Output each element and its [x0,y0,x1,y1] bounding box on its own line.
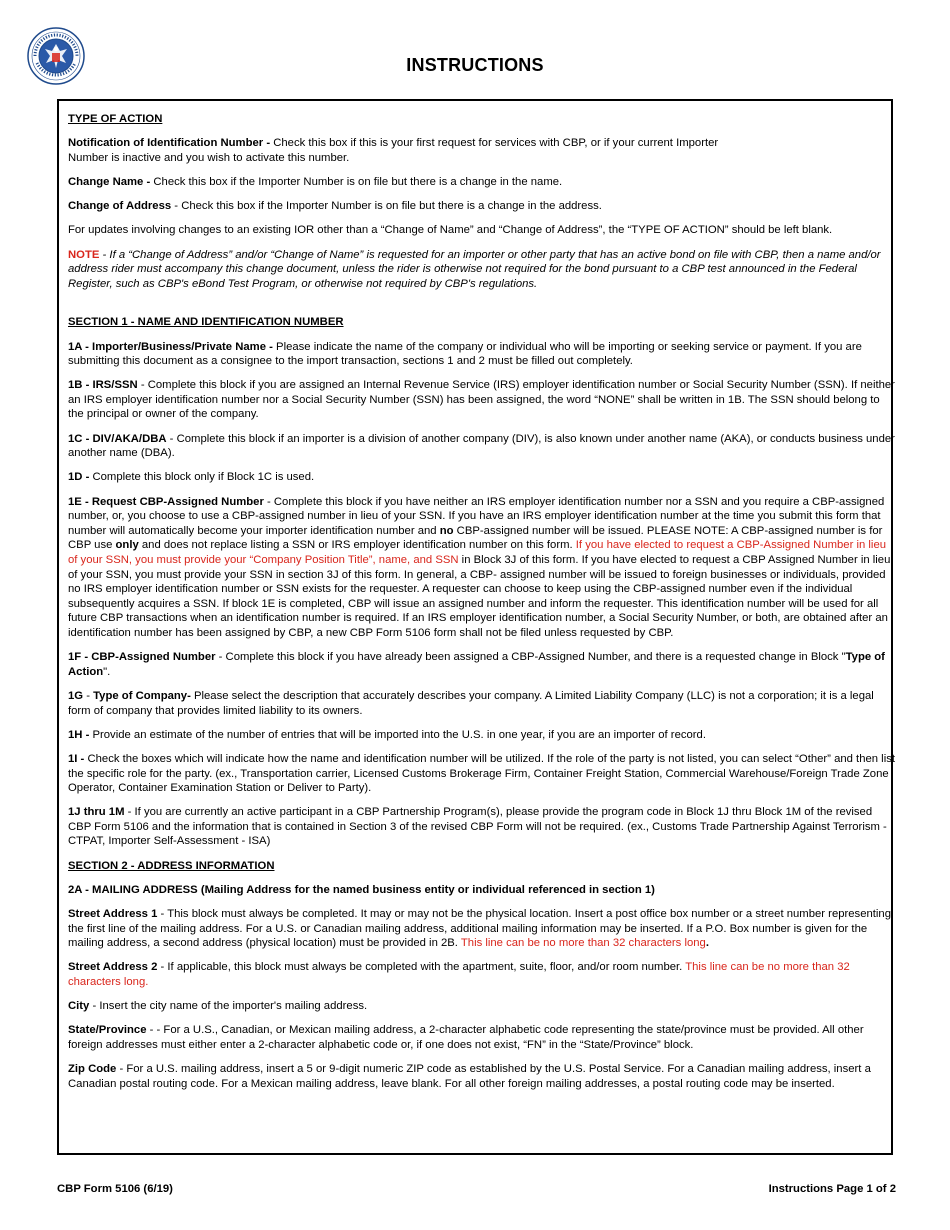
block-1a-text: Please indicate the name of the company or individual who will be importing or seeking service or payment. If you are submitting this document as a consignee to the import transaction, sections 1 and 2 must be filled out completely. [68,340,862,368]
block-1c-text: - Complete this block if an importer is a division of another company (DIV), is also known under another name (AKA), or conducts business under another name (DBA). [68,432,895,460]
street-address-1-red-text: This line can be no more than 32 characters long [460,937,706,950]
block-1e [68,495,898,641]
block-1e-red-text: If you have elected to request a CBP-Assigned Number in lieu of your SSN, you must provide your “Company Position Title”, name, and SSN [68,539,887,566]
block-1d-text: Complete this block only if Block 1C is used. [89,471,315,484]
block-1h-label: 1H - [68,728,90,741]
block-1g-label-2: Type of Company- [93,689,191,702]
block-1e-text-3: and does not replace listing a SSN or IRS employer identification number on this form. [138,539,576,552]
block-1a-label: 1A - Importer/Business/Private Name - [68,340,273,353]
note-text: - If a “Change of Address” and/or “Change of Name” is requested for an importer or other party that has an active bond on file with CBP, then a name and/or address rider must accompany this change document, unless the rider is otherwise not required for the bond pursuant to a CBP test announced in the Federal Register, such as CBP's eBond Test Program, or otherwise not required by CBP's regulations. [68,248,881,290]
street-address-1-text: - This block must always be completed. It may or may not be the physical location. Insert a post office box number or a street number representing the first line of the mailing address. For a U.S. or Canadian mailing address, additional mailing information may be inserted. If a P.O. Box number is given for the mailing address, a second address (physical location) must be provided in 2B. [68,908,891,950]
block-1j-1m [68,805,898,849]
block-1e-text-1: - Complete this block if you have neither an IRS employer identification number nor a SSN and you require a CBP-assigned number, or, you choose to use a CBP-assigned number in lieu of your SSN. If you have an IRS employer identification number at the time you submit this form that number will automatically become your importer identification number and [68,495,885,537]
block-1a [68,340,898,369]
block-1b-text: - Complete this block if you are assigned an Internal Revenue Service (IRS) employer identification number or Social Security Number (SSN). If neither an IRS employer identification number nor a Social Security Number (SSN) has been assigned, the word “NONE” shall be written in 1B. The SSN should belong to the principal or owner of the company. [68,379,895,421]
block-1f-end: ". [103,665,111,678]
block-2a-heading-text: 2A - MAILING ADDRESS (Mailing Address for the named business entity or individual referenced in section 1) [68,883,655,896]
note-label: NOTE [68,248,100,261]
block-1g-label: 1G [68,689,84,702]
block-1g-text: Please select the description that accurately describes your company. A Limited Liability Company (LLC) is not a corporation; it is a legal form of company that provides limited liability to its owners. [68,689,874,717]
block-1i [68,752,898,796]
block-1f-text: - Complete this block if you have already been assigned a CBP-Assigned Number, and there is a requested change in Block " [215,651,846,664]
notification-text-2: Number is inactive and you wish to activate this number. [68,151,350,164]
block-1e-no: no [439,524,454,537]
block-1f-bold: Type of Action [68,651,885,678]
block-1f [68,650,898,679]
change-name-label: Change Name - [68,175,151,188]
change-address-text: - Check this box if the Importer Number is on file but there is a change in the address. [171,200,602,213]
change-address-label: Change of Address [68,200,172,213]
block-1e-label: 1E - Request CBP-Assigned Number [68,495,264,508]
street-address-2-label: Street Address 2 [68,961,158,974]
block-1e-text-2: CBP-assigned number will be issued. PLEASE NOTE: A CBP-assigned number is for CBP use [68,524,883,552]
block-1i-text: Check the boxes which will indicate how the name and identification number will be utilized. If the role of the party is not listed, you can select “Other” and then list the specific role for the party. (ex., Transportation carrier, Licensed Customs Brokerage Firm, Container Freight Station, Commercial Warehouse/Foreign Trade Zone Operator, Container Examination Station or Deliver to Party). [68,752,895,795]
block-1j-label: 1J thru 1M [68,806,125,819]
notification-paragraph [68,136,898,165]
state-province-label: State/Province [68,1024,147,1037]
updates-paragraph: For updates involving changes to an existing IOR other than a “Change of Name” and “Change of Address”, the “TYPE OF ACTION” should be left blank. [68,224,833,237]
block-1b-label: 1B - IRS/SSN [68,379,138,392]
section1-heading: SECTION 1 - NAME AND IDENTIFICATION NUMBER [68,316,344,329]
state-province [68,1023,898,1052]
zip-code-label: Zip Code [68,1063,117,1076]
block-1g [68,689,898,718]
city [68,999,898,1014]
block-1i-label: 1I - [68,752,85,765]
street-address-2-red-text: This line can be no more than 32 characters long. [68,961,850,988]
block-2a-heading [68,883,898,898]
change-name-text: Check this box if the Importer Number is on file but there is a change in the name. [150,175,563,188]
section2-heading: SECTION 2 - ADDRESS INFORMATION [68,859,275,872]
street-address-2-text: - If applicable, this block must always be completed with the apartment, suite, floor, and/or room number. [157,961,686,974]
block-1e-only: only [115,539,139,552]
block-1d-label: 1D - [68,471,90,484]
city-label: City [68,1000,90,1013]
page-number: Instructions Page 1 of 2 [768,1183,896,1195]
block-1c [68,432,898,461]
zip-code-text: - For a U.S. mailing address, insert a 5 or 9-digit numeric ZIP code as established by the U.S. Postal Service. For a Canadian mailing address, insert a Canadian postal routing code. For a Mexican mailing address, leave blank. For all other foreign mailing addresses, a postal routing code may be inserted. [68,1063,871,1090]
state-province-text: - - For a U.S., Canadian, or Mexican mailing address, a 2-character alphabetic code representing the state/province must be provided. All other foreign addresses must either enter a 2-character alphabetic code or, if one does not exist, “FN” in the “State/Province” block. [68,1024,864,1051]
form-id: CBP Form 5106 (6/19) [57,1183,173,1195]
zip-code [68,1062,898,1091]
note-paragraph [68,248,898,292]
change-address-paragraph [68,199,898,214]
block-1j-text: - If you are currently an active participant in a CBP Partnership Program(s), please provide the program code in Block 1J thru Block 1M of the revised CBP Form 5106 and the information that is contained in Section 3 of the revised CBP Form will not be required. (ex., Customs Trade Partnership Against Terrorism - CTPAT, Importer Self-Assessment - ISA) [68,806,887,848]
street-address-1 [68,907,898,951]
block-1h [68,728,898,743]
change-name-paragraph [68,175,898,190]
type-of-action-heading: TYPE OF ACTION [68,113,163,125]
block-1e-text-4: in Block 3J of this form. If you have elected to request a CBP Assigned Number in lieu of your SSN, you must provide your SSN in section 3J of this form. In general, a CBP- assigned number will be issued to foreign businesses or individuals, provided no IRS employer identification number or SSN exists for the requester. A requester can choose to keep using the CBP-assigned number even if the individual subsequently acquires a SSN. If block 1E is completed, CBP will issue an assigned number and inform the requester. This identification number will be used for all future CBP transactions when an identification number is required. If an IRS employer identification number, a Social Security Number, or both, are obtained after an identification number has been assigned by CBP, a new CBP Form 5106 form shall not be filed unless requested by CBP. [68,554,891,639]
street-address-1-label: Street Address 1 [68,908,158,921]
block-1g-sep: - [83,689,94,702]
page-title: INSTRUCTIONS [406,55,544,75]
notification-text: Check this box if this is your first request for services with CBP, or if your current Importer [270,137,719,150]
notification-label: Notification of Identification Number - [68,137,271,150]
block-1h-text: Provide an estimate of the number of entries that will be imported into the U.S. in one year, if you are an importer of record. [89,728,706,741]
street-address-1-end: . [705,937,709,950]
street-address-2 [68,960,898,989]
instructions-box [57,99,893,1155]
block-1b [68,378,898,422]
block-1f-label: 1F - CBP-Assigned Number [68,651,216,664]
block-1c-label: 1C - DIV/AKA/DBA [68,432,167,445]
city-text: - Insert the city name of the importer's mailing address. [89,1000,368,1013]
block-1d [68,470,898,485]
